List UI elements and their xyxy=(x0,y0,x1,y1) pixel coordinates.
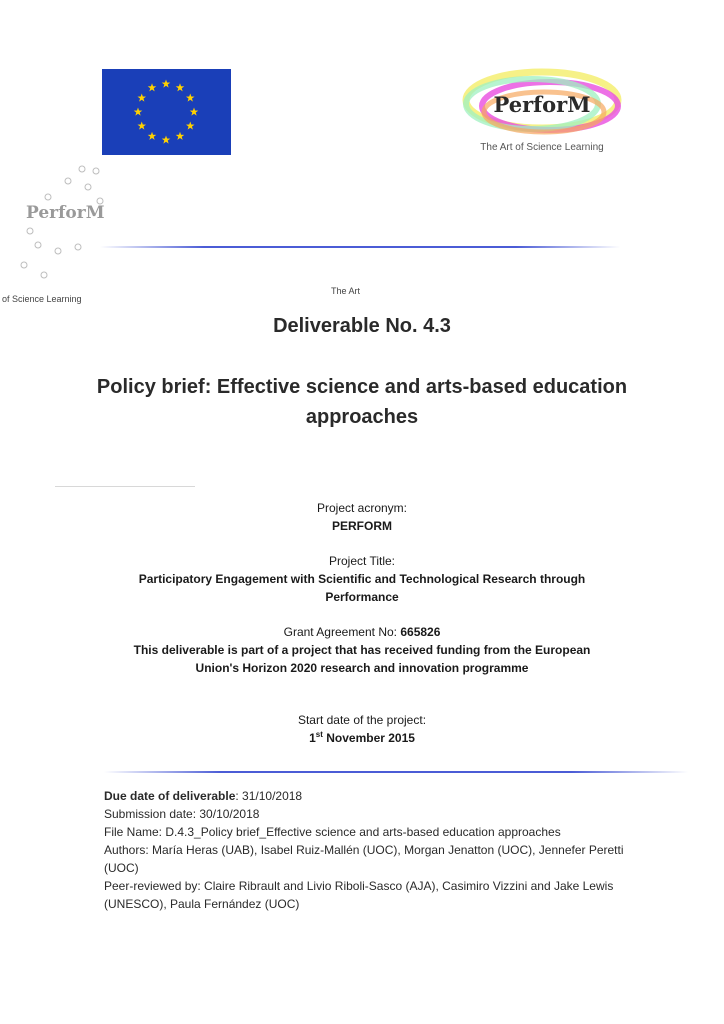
eu-star-icon xyxy=(176,132,185,140)
grant-label: Grant Agreement No: xyxy=(283,625,397,639)
eu-star-icon xyxy=(148,132,157,140)
perform-logo xyxy=(462,66,622,158)
funding-statement: This deliverable is part of a project that has received funding from the European Union's Horizon 2020 research and innovation programme xyxy=(133,643,591,675)
due-date-value: : 31/10/2018 xyxy=(235,789,303,803)
grant-agreement xyxy=(60,623,664,641)
project-title: Participatory Engagement with Scientific and Technological Research through Performance xyxy=(138,572,586,604)
project-title-block xyxy=(60,552,664,606)
project-title-label: Project Title: xyxy=(328,554,396,568)
meta-divider xyxy=(104,771,688,773)
due-date xyxy=(104,787,624,805)
faded-perform-wordmark: PerforM xyxy=(26,203,105,223)
start-date-block xyxy=(60,711,664,747)
authors: Authors: María Heras (UAB), Isabel Ruiz-Mallén (UOC), Morgan Jenatton (UOC), Jennefer Peretti (UOC) xyxy=(104,843,624,875)
eu-star-icon xyxy=(162,136,171,144)
eu-star-icon xyxy=(162,80,171,88)
start-month-year: November 2015 xyxy=(326,731,415,745)
eu-star-icon xyxy=(134,108,143,116)
peer-reviewers: Peer-reviewed by: Claire Ribrault and Livio Riboli-Sasco (AJA), Casimiro Vizzini and Jake Lewis (UNESCO), Paula Fernández (UOC) xyxy=(104,879,614,911)
start-day: 1 xyxy=(309,731,316,745)
faint-divider xyxy=(55,486,195,487)
deliverable-number: Deliverable No. 4.3 xyxy=(273,315,451,337)
due-date-label: Due date of deliverable xyxy=(104,789,236,803)
eu-star-icon xyxy=(137,94,146,102)
grant-block xyxy=(60,623,664,677)
small-tagline: The Art xyxy=(331,286,361,296)
grant-number: 665826 xyxy=(400,625,441,639)
eu-star-icon xyxy=(186,94,195,102)
eu-flag xyxy=(102,69,231,155)
project-acronym-label: Project acronym: xyxy=(316,501,408,515)
start-date-label: Start date of the project: xyxy=(297,713,427,727)
eu-star-icon xyxy=(176,83,185,91)
faded-perform-logo xyxy=(0,155,130,315)
eu-star-icon xyxy=(190,108,199,116)
file-name: File Name: D.4.3_Policy brief_Effective science and arts-based education approaches xyxy=(104,825,561,839)
faded-logo-tagline: of Science Learning xyxy=(2,294,82,304)
eu-star-icon xyxy=(148,83,157,91)
header-divider xyxy=(100,246,620,248)
submission-date: Submission date: 30/10/2018 xyxy=(104,807,260,821)
eu-star-icon xyxy=(137,122,146,130)
deliverable-metadata xyxy=(104,787,624,913)
start-date xyxy=(60,729,664,747)
start-day-suffix: st xyxy=(315,730,323,739)
perform-wordmark: PerforM xyxy=(493,92,591,117)
eu-star-icon xyxy=(186,122,195,130)
eu-flag-stars xyxy=(102,69,231,155)
document-title: Policy brief: Effective science and arts-based education approaches xyxy=(96,376,628,428)
perform-tagline: The Art of Science Learning xyxy=(480,142,604,153)
project-acronym-block xyxy=(60,499,664,535)
project-acronym: PERFORM xyxy=(332,519,392,533)
